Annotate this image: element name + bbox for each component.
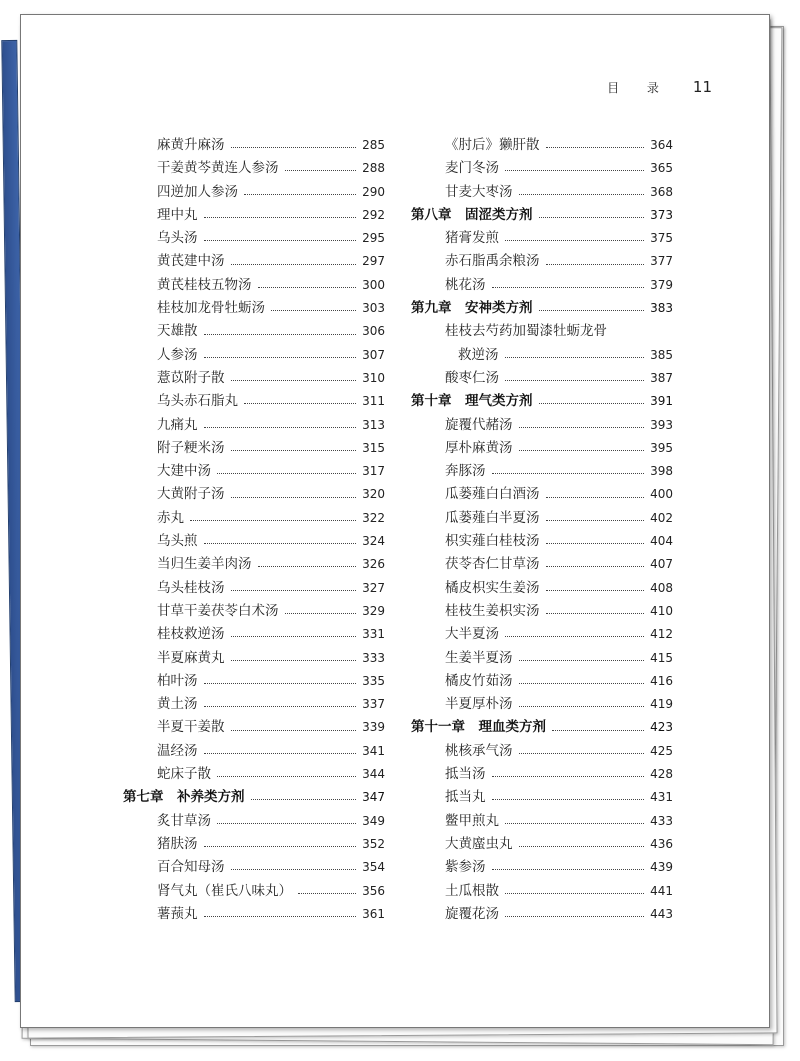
toc-entry	[123, 647, 385, 670]
toc-entry	[411, 623, 673, 646]
toc-entry	[123, 437, 385, 460]
toc-entry-page: 423	[650, 720, 673, 735]
toc-entry	[123, 623, 385, 646]
dot-leader	[519, 660, 645, 661]
toc-entry	[411, 414, 673, 437]
dot-leader	[552, 730, 644, 731]
toc-entry-title: 第九章 安神类方剂	[411, 300, 533, 317]
toc-entry	[123, 670, 385, 693]
toc-entry-title: 九痛丸	[157, 416, 198, 433]
toc-entry	[123, 390, 385, 413]
dot-leader	[505, 170, 644, 171]
toc-entry-page: 324	[362, 534, 385, 549]
toc-entry-title: 麻黄升麻汤	[157, 137, 225, 153]
dot-leader	[231, 264, 357, 265]
toc-entry-page: 391	[650, 394, 673, 409]
dot-leader	[539, 403, 645, 404]
toc-entry-title: 天雄散	[157, 323, 198, 340]
toc-entry-page: 404	[650, 534, 673, 549]
dot-leader	[244, 403, 356, 404]
toc-entry-page: 306	[362, 324, 385, 339]
toc-entry-title: 甘麦大枣汤	[445, 183, 513, 200]
toc-entry-page: 285	[362, 138, 385, 152]
toc-entry-page: 317	[362, 464, 385, 479]
toc-entry	[411, 786, 673, 809]
toc-entry-page: 344	[362, 767, 385, 782]
dot-leader	[546, 590, 645, 591]
toc-entry	[123, 297, 385, 320]
toc-entry-page: 315	[362, 440, 385, 455]
toc-entry	[411, 833, 673, 856]
dot-leader	[492, 869, 645, 870]
toc-entry-page: 441	[650, 883, 673, 898]
toc-entry-title: 枳实薤白桂枝汤	[445, 533, 540, 550]
dot-leader	[231, 869, 357, 870]
toc-entry-title: 第七章 补养类方剂	[123, 789, 245, 806]
dot-leader	[546, 520, 645, 521]
toc-entry-title: 麦门冬汤	[445, 160, 499, 177]
toc-entry-title: 温经汤	[157, 742, 198, 759]
dot-leader	[231, 590, 357, 591]
dot-leader	[217, 776, 356, 777]
toc-entry-title: 半夏干姜散	[157, 719, 225, 736]
running-header	[607, 78, 712, 96]
toc-entry-page: 385	[650, 347, 673, 362]
toc-entry-page: 425	[650, 743, 673, 758]
toc-entry-page: 383	[650, 301, 673, 316]
toc-entry-title: 半夏厚朴汤	[445, 696, 513, 713]
toc-entry	[123, 810, 385, 833]
toc-entry-page: 327	[362, 580, 385, 595]
dot-leader	[258, 566, 357, 567]
toc-entry	[123, 716, 385, 739]
toc-entry	[411, 740, 673, 763]
toc-entry-page: 361	[362, 906, 385, 921]
toc-entry-title: 猪膏发煎	[445, 230, 499, 247]
toc-entry-page: 331	[362, 627, 385, 642]
toc-entry-page: 352	[362, 836, 385, 851]
toc-entry-page: 364	[650, 138, 673, 152]
toc-left-column	[123, 134, 385, 926]
toc-entry-title: 当归生姜羊肉汤	[157, 556, 252, 573]
toc-entry-title: 薏苡附子散	[157, 369, 225, 386]
dot-leader	[519, 846, 645, 847]
toc-entry	[123, 833, 385, 856]
toc-entry	[123, 157, 385, 180]
toc-entry-title: 甘草干姜茯苓白术汤	[157, 602, 279, 619]
toc-entry-page: 368	[650, 184, 673, 199]
toc-entry-title: 人参汤	[157, 346, 198, 363]
toc-entry-page: 377	[650, 254, 673, 269]
toc-chapter-entry	[411, 297, 673, 320]
toc-entry-title: 鳖甲煎丸	[445, 812, 499, 829]
toc-entry-page: 431	[650, 790, 673, 805]
dot-leader	[231, 660, 357, 661]
toc-entry-page: 313	[362, 417, 385, 432]
toc-entry	[123, 553, 385, 576]
dot-leader	[251, 799, 357, 800]
toc-entry	[123, 414, 385, 437]
dot-leader	[204, 543, 357, 544]
dot-leader	[285, 613, 357, 614]
toc-entry	[411, 903, 673, 926]
dot-leader	[231, 380, 357, 381]
toc-entry-page: 436	[650, 836, 673, 851]
dot-leader	[546, 497, 645, 498]
dot-leader	[505, 380, 644, 381]
toc-entry	[411, 856, 673, 879]
toc-entry	[411, 553, 673, 576]
toc-entry-title: 大黄附子汤	[157, 486, 225, 503]
dot-leader	[492, 776, 645, 777]
toc-entry	[123, 250, 385, 273]
toc-entry	[411, 530, 673, 553]
toc-entry-title: 桂枝救逆汤	[157, 626, 225, 643]
toc-entry-page: 354	[362, 860, 385, 875]
dot-leader	[217, 473, 356, 474]
dot-leader	[519, 706, 645, 707]
toc-entry-title: 救逆汤	[458, 346, 499, 363]
toc-entry-page: 335	[362, 673, 385, 688]
toc-entry-page: 337	[362, 697, 385, 712]
toc-entry-title: 黄芪桂枝五物汤	[157, 276, 252, 293]
toc-entry-page: 400	[650, 487, 673, 502]
toc-entry	[123, 227, 385, 250]
toc-entry	[411, 693, 673, 716]
toc-entry-page: 433	[650, 813, 673, 828]
toc-entry	[123, 577, 385, 600]
toc-entry-page: 373	[650, 207, 673, 222]
header-label: 目 录	[607, 81, 671, 95]
toc-entry-title: 厚朴麻黄汤	[445, 439, 513, 456]
dot-leader	[258, 287, 357, 288]
toc-entry-title: 百合知母汤	[157, 859, 225, 876]
toc-entry-title: 大半夏汤	[445, 626, 499, 643]
toc-chapter-entry	[411, 390, 673, 413]
toc-entry-title: 炙甘草汤	[157, 812, 211, 829]
toc-entry	[411, 274, 673, 297]
toc-entry	[411, 181, 673, 204]
toc-entry-page: 419	[650, 697, 673, 712]
toc-entry	[123, 181, 385, 204]
toc-entry	[411, 437, 673, 460]
toc-entry-title: 第十章 理气类方剂	[411, 393, 533, 410]
dot-leader	[519, 683, 645, 684]
toc-entry-page: 416	[650, 673, 673, 688]
toc-entry-page: 288	[362, 161, 385, 176]
toc-entry	[411, 250, 673, 273]
toc-entry-page: 402	[650, 510, 673, 525]
toc-entry	[411, 227, 673, 250]
toc-entry-title: 肾气丸（崔氏八味丸）	[157, 882, 292, 899]
toc-entry	[411, 880, 673, 903]
toc-entry-page: 395	[650, 440, 673, 455]
dot-leader	[505, 240, 644, 241]
dot-leader	[505, 893, 644, 894]
toc-entry	[411, 134, 673, 157]
toc-entry	[411, 810, 673, 833]
toc-entry-title: 瓜蒌薤白白酒汤	[445, 486, 540, 503]
toc-entry-title: 四逆加人参汤	[157, 183, 238, 200]
toc-entry-title: 瓜蒌薤白半夏汤	[445, 509, 540, 526]
toc-entry-title: 奔豚汤	[445, 463, 486, 480]
dot-leader	[204, 706, 357, 707]
toc-entry-title: 理中丸	[157, 206, 198, 223]
toc-entry	[411, 344, 673, 367]
toc-entry-title: 乌头汤	[157, 230, 198, 247]
toc-entry	[123, 344, 385, 367]
dot-leader	[505, 916, 644, 917]
toc-entry-page: 412	[650, 627, 673, 642]
toc-entry-title: 土瓜根散	[445, 882, 499, 899]
toc-entry-title: 抵当丸	[445, 789, 486, 806]
toc-entry	[123, 483, 385, 506]
toc-entry-title: 第八章 固涩类方剂	[411, 206, 533, 223]
toc-entry-page: 407	[650, 557, 673, 572]
toc-entry	[411, 577, 673, 600]
toc-entry	[123, 367, 385, 390]
toc-entry	[123, 204, 385, 227]
toc-entry-page: 310	[362, 370, 385, 385]
toc-entry	[123, 460, 385, 483]
toc-entry-title: 半夏麻黄丸	[157, 649, 225, 666]
dot-leader	[519, 450, 645, 451]
dot-leader	[539, 310, 645, 311]
toc-entry-title: 旋覆代赭汤	[445, 416, 513, 433]
dot-leader	[204, 357, 357, 358]
toc-entry-title: 紫参汤	[445, 859, 486, 876]
dot-leader	[519, 194, 645, 195]
dot-leader	[505, 636, 644, 637]
dot-leader	[231, 730, 357, 731]
toc-entry	[123, 856, 385, 879]
dot-leader	[546, 613, 645, 614]
toc-entry-title: 蛇床子散	[157, 766, 211, 783]
dot-leader	[546, 543, 645, 544]
toc-entry-title: 赤丸	[157, 509, 184, 526]
toc-entry	[411, 483, 673, 506]
toc-entry-title: 橘皮枳实生姜汤	[445, 579, 540, 596]
toc-entry-page: 398	[650, 464, 673, 479]
toc-entry	[123, 134, 385, 157]
toc-entry	[123, 600, 385, 623]
toc-entry-page: 387	[650, 370, 673, 385]
toc-entry-page: 356	[362, 883, 385, 898]
dot-leader	[519, 427, 645, 428]
toc-entry	[123, 763, 385, 786]
dot-leader	[190, 520, 356, 521]
toc-entry	[411, 460, 673, 483]
dot-leader	[492, 473, 645, 474]
dot-leader	[492, 799, 645, 800]
toc-entry-title: 生姜半夏汤	[445, 649, 513, 666]
toc-entry-page: 375	[650, 231, 673, 246]
toc-entry-page: 443	[650, 906, 673, 921]
toc-entry	[411, 320, 673, 343]
toc-entry-title: 《肘后》獭肝散	[445, 137, 540, 153]
dot-leader	[204, 427, 357, 428]
dot-leader	[204, 240, 357, 241]
toc-entry-page: 393	[650, 417, 673, 432]
toc-entry-title: 赤石脂禹余粮汤	[445, 253, 540, 270]
toc-entry-title: 干姜黄芩黄连人参汤	[157, 160, 279, 177]
toc-entry-title: 旋覆花汤	[445, 905, 499, 922]
toc-entry-page: 347	[362, 790, 385, 805]
dot-leader	[546, 264, 645, 265]
toc-entry	[123, 903, 385, 926]
dot-leader	[204, 334, 357, 335]
toc-chapter-entry	[123, 786, 385, 809]
dot-leader	[539, 217, 645, 218]
toc-entry-page: 307	[362, 347, 385, 362]
dot-leader	[244, 194, 356, 195]
toc-entry-page: 292	[362, 207, 385, 222]
toc-entry	[123, 693, 385, 716]
toc-entry-page: 379	[650, 277, 673, 292]
toc-entry-title: 第十一章 理血类方剂	[411, 719, 546, 736]
toc-entry-page: 320	[362, 487, 385, 502]
dot-leader	[231, 450, 357, 451]
toc-entry-title: 薯蓣丸	[157, 905, 198, 922]
toc-entry-page: 410	[650, 603, 673, 618]
dot-leader	[231, 636, 357, 637]
toc-entry	[411, 647, 673, 670]
toc-entry-page: 311	[362, 394, 385, 409]
toc-entry-page: 303	[362, 301, 385, 316]
dot-leader	[204, 753, 357, 754]
toc-entry	[411, 157, 673, 180]
toc-entry-title: 乌头桂枝汤	[157, 579, 225, 596]
toc-entry	[411, 367, 673, 390]
toc-entry-title: 大黄䗪虫丸	[445, 835, 513, 852]
dot-leader	[519, 753, 645, 754]
toc-entry-title: 黄芪建中汤	[157, 253, 225, 270]
toc-entry-title: 黄土汤	[157, 696, 198, 713]
toc-entry-title: 桃核承气汤	[445, 742, 513, 759]
dot-leader	[492, 287, 645, 288]
toc-entry-title: 桂枝生姜枳实汤	[445, 602, 540, 619]
toc-entry-page: 415	[650, 650, 673, 665]
dot-leader	[505, 823, 644, 824]
toc-entry-page: 341	[362, 743, 385, 758]
toc-entry-page: 326	[362, 557, 385, 572]
toc-entry	[411, 763, 673, 786]
dot-leader	[204, 217, 357, 218]
toc-entry-page: 365	[650, 161, 673, 176]
toc-entry-page: 300	[362, 277, 385, 292]
toc-entry-title: 乌头煎	[157, 533, 198, 550]
toc-entry-title: 桂枝去芍药加蜀漆牡蛎龙骨	[445, 323, 607, 340]
toc-entry-title: 桂枝加龙骨牡蛎汤	[157, 300, 265, 317]
toc-right-column	[411, 134, 673, 926]
dot-leader	[546, 566, 645, 567]
toc-entry-page: 428	[650, 767, 673, 782]
toc-entry	[123, 274, 385, 297]
toc-entry-page: 329	[362, 603, 385, 618]
toc-entry	[411, 600, 673, 623]
toc-entry-page: 295	[362, 231, 385, 246]
toc-entry	[123, 507, 385, 530]
dot-leader	[505, 357, 645, 358]
toc-entry-title: 抵当汤	[445, 766, 486, 783]
dot-leader	[271, 310, 356, 311]
dot-leader	[546, 147, 645, 148]
dot-leader	[285, 170, 357, 171]
toc-entry-title: 橘皮竹茹汤	[445, 672, 513, 689]
toc-chapter-entry	[411, 204, 673, 227]
toc-entry-page: 297	[362, 254, 385, 269]
toc-entry-title: 柏叶汤	[157, 672, 198, 689]
toc-entry	[123, 740, 385, 763]
toc-entry-page: 339	[362, 720, 385, 735]
dot-leader	[204, 683, 357, 684]
dot-leader	[204, 916, 357, 917]
toc-entry-title: 茯苓杏仁甘草汤	[445, 556, 540, 573]
header-page-number: 11	[692, 78, 712, 96]
toc-entry-page: 349	[362, 813, 385, 828]
toc-entry-title: 酸枣仁汤	[445, 369, 499, 386]
toc-entry-page: 333	[362, 650, 385, 665]
toc-entry-title: 大建中汤	[157, 463, 211, 480]
toc-entry-title: 猪肤汤	[157, 835, 198, 852]
toc-entry	[123, 320, 385, 343]
toc-entry-title: 乌头赤石脂丸	[157, 393, 238, 410]
toc-entry	[123, 530, 385, 553]
toc-chapter-entry	[411, 716, 673, 739]
toc-entry-title: 桃花汤	[445, 276, 486, 293]
toc-entry-page: 439	[650, 860, 673, 875]
dot-leader	[231, 147, 357, 148]
toc-entry	[411, 507, 673, 530]
toc-entry-title: 附子粳米汤	[157, 439, 225, 456]
toc-entry-page: 290	[362, 184, 385, 199]
dot-leader	[298, 893, 356, 894]
toc-entry	[411, 670, 673, 693]
toc-entry-page: 322	[362, 510, 385, 525]
dot-leader	[204, 846, 357, 847]
toc-entry	[123, 880, 385, 903]
dot-leader	[231, 497, 357, 498]
toc-entry-page: 408	[650, 580, 673, 595]
dot-leader	[217, 823, 356, 824]
